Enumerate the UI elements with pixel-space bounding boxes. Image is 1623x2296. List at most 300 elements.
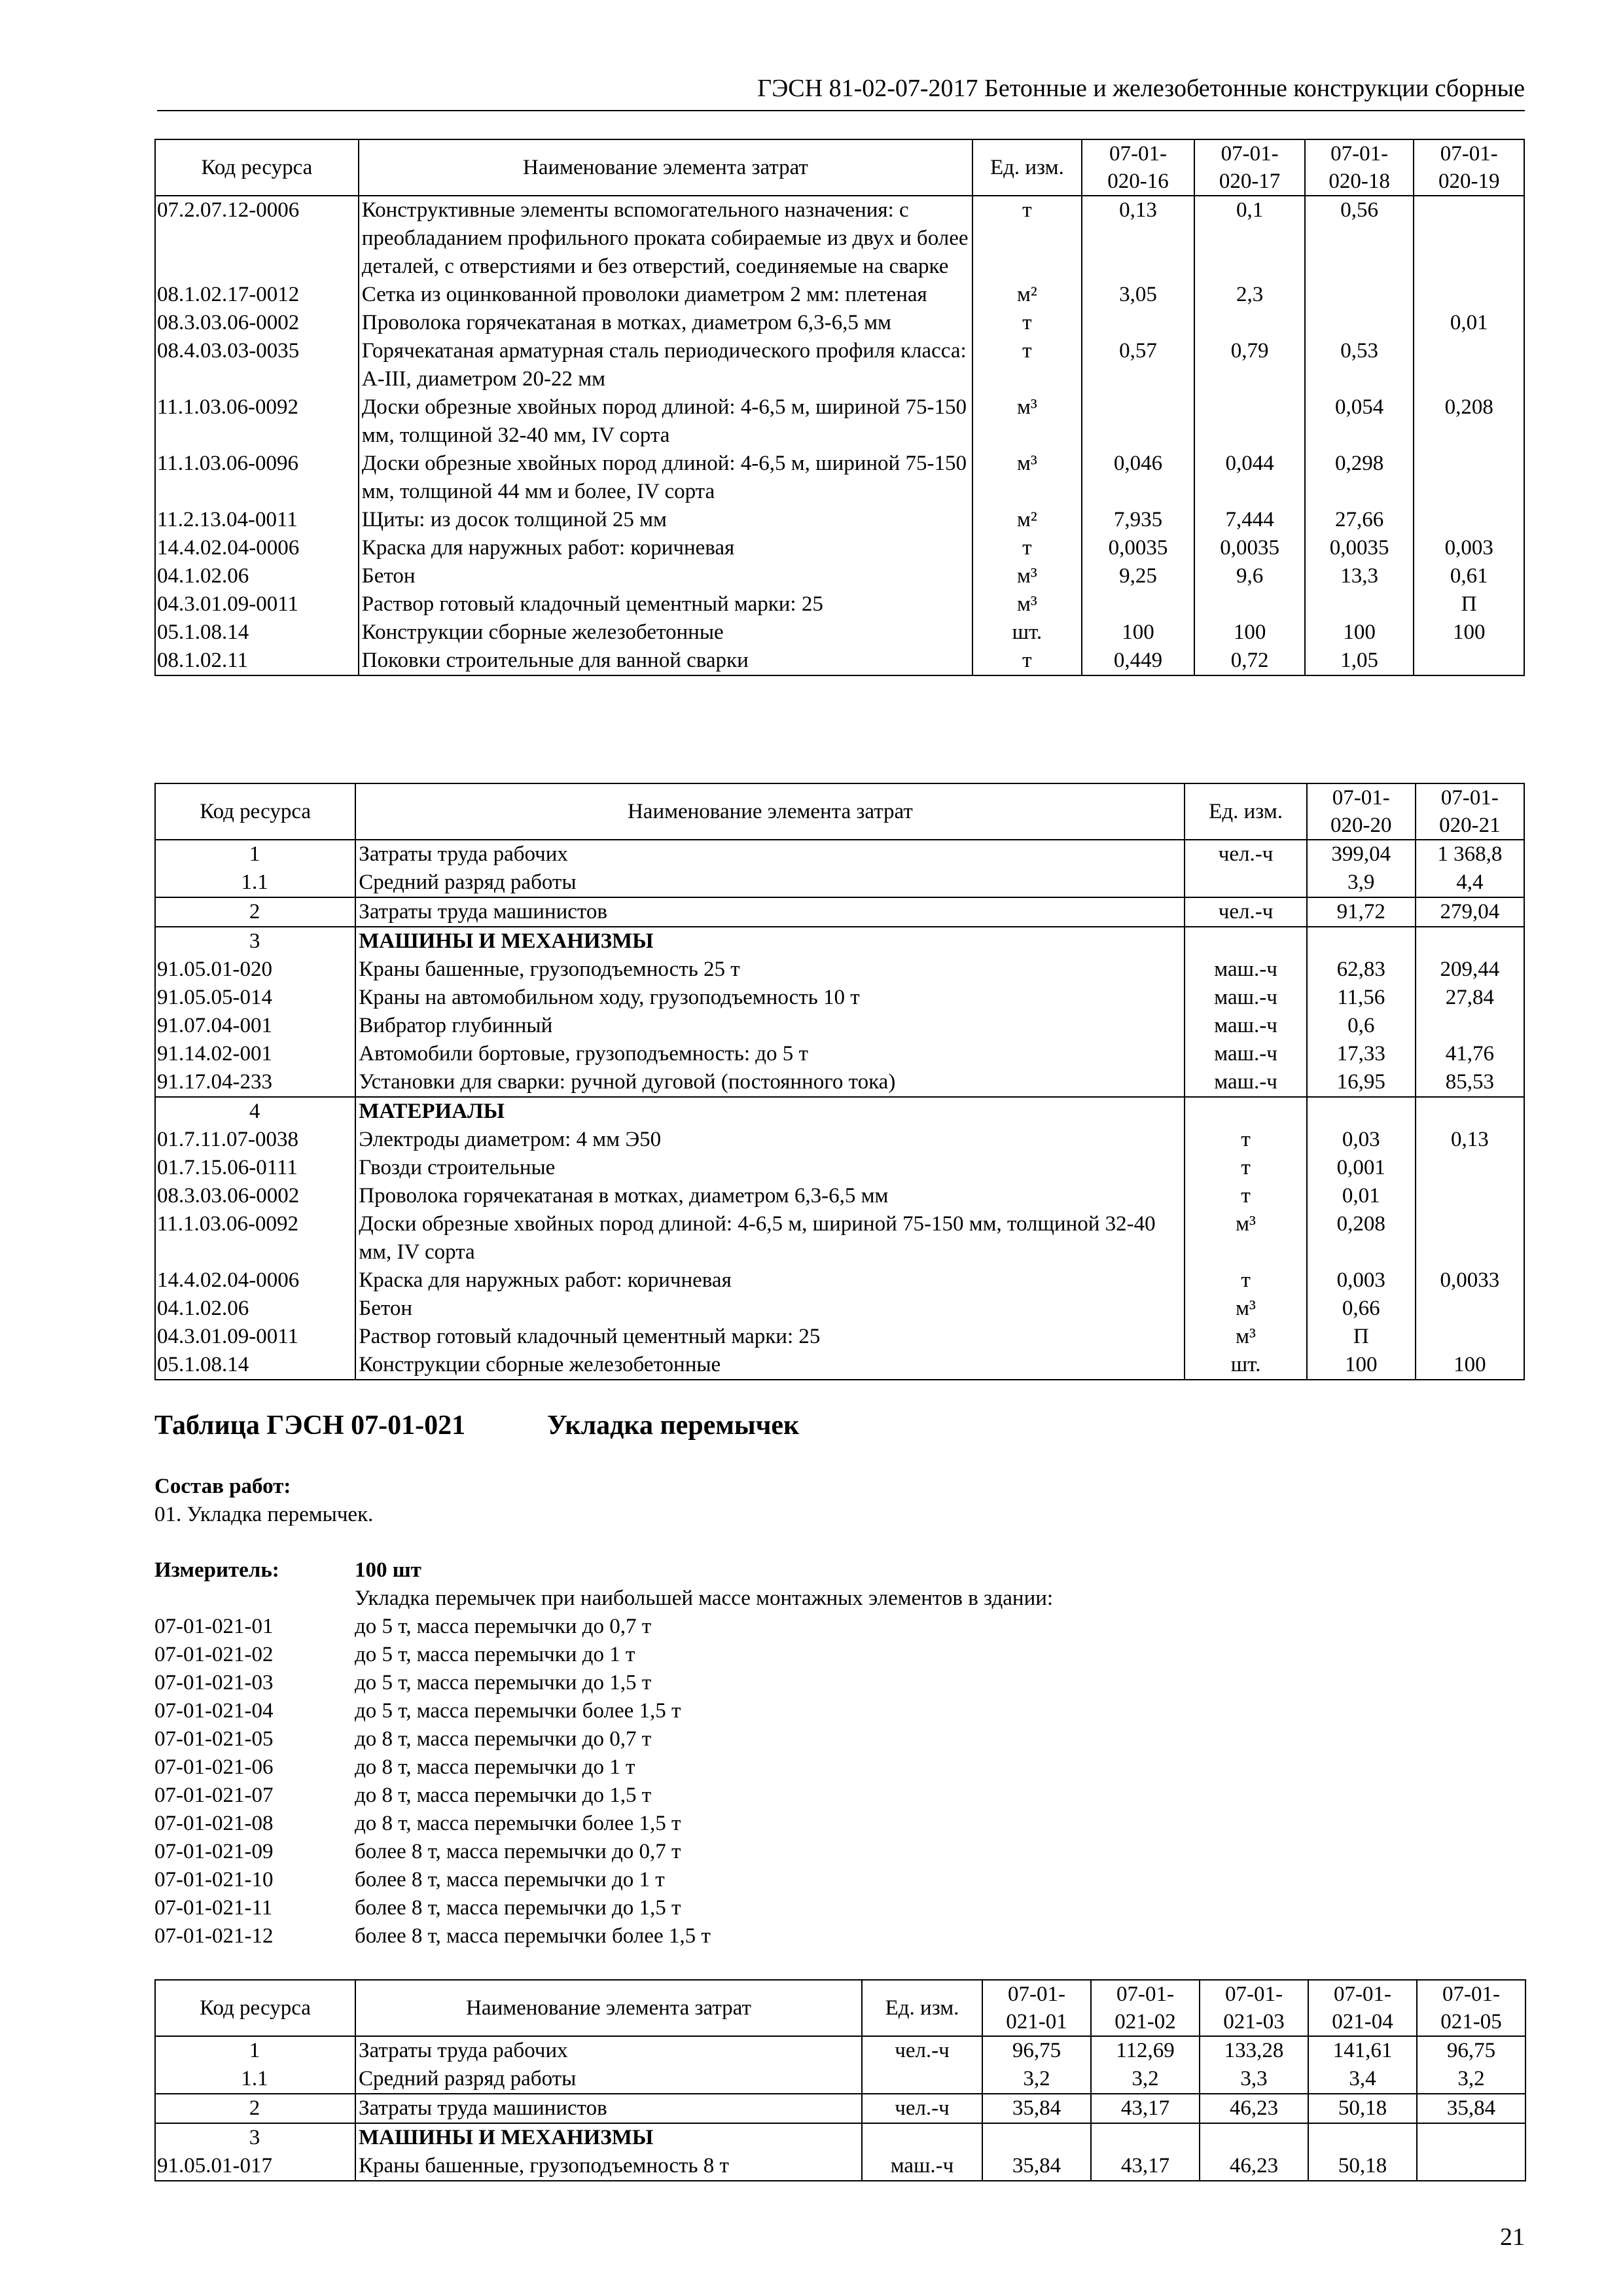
column-header: 07-01- 020-21 (1416, 783, 1524, 840)
norm-value (1414, 337, 1524, 393)
cost-element-name: Установки для сварки: ручной дуговой (постоянного тока) (355, 1068, 1185, 1097)
cost-element-name: Бетон (359, 562, 972, 590)
resource-code: 91.05.05-014 (155, 984, 355, 1012)
table-name: Укладка перемычек (547, 1410, 800, 1441)
norm-value (1308, 2123, 1417, 2152)
table-row (155, 2065, 1525, 2094)
column-header: Код ресурса (155, 783, 355, 840)
norm-value (1416, 927, 1524, 956)
norm-value: 399,04 (1307, 840, 1416, 869)
column-header: 07-01- 021-04 (1308, 1980, 1417, 2036)
unit-of-measure: м³ (972, 450, 1082, 506)
norm-value: 16,95 (1307, 1068, 1416, 1097)
work-item-code: 07-01-021-04 (154, 1699, 274, 1723)
norm-value: 62,83 (1307, 956, 1416, 984)
unit-of-measure: маш.-ч (1185, 984, 1306, 1012)
work-item (154, 1922, 1398, 1950)
table-row (155, 869, 1524, 897)
cost-element-name: Конструкции сборные железобетонные (359, 619, 972, 647)
table-header-row (155, 139, 1524, 196)
column-header: Наименование элемента затрат (355, 1980, 862, 2036)
norm-value: 0,208 (1414, 393, 1524, 450)
work-item (154, 1894, 1398, 1922)
norm-value: 0,6 (1307, 1012, 1416, 1040)
norm-value: 0,72 (1194, 647, 1305, 675)
cost-element-name: МАШИНЫ И МЕХАНИЗМЫ (355, 927, 1185, 956)
cost-element-name: Затраты труда рабочих (355, 2036, 862, 2065)
table-row (155, 590, 1524, 619)
work-item-text: более 8 т, масса перемычки более 1,5 т (355, 1924, 711, 1948)
norm-value (1416, 1323, 1524, 1351)
unit-of-measure: м³ (972, 393, 1082, 450)
cost-element-name: Щиты: из досок толщиной 25 мм (359, 506, 972, 534)
measure-intro-row (154, 1585, 1398, 1613)
table-row (155, 897, 1524, 927)
column-header: 07-01- 020-19 (1414, 139, 1524, 196)
page-header (157, 73, 1525, 111)
resource-code: 91.17.04-233 (155, 1068, 355, 1097)
table-row (155, 393, 1524, 450)
column-header: Наименование элемента затрат (359, 139, 972, 196)
norm-value: 13,3 (1305, 562, 1414, 590)
unit-of-measure: шт. (1185, 1351, 1306, 1380)
resource-code: 1.1 (155, 869, 355, 897)
table-row (155, 1012, 1524, 1040)
work-item (154, 1753, 1398, 1782)
norm-value (1194, 590, 1305, 619)
cost-element-name: Раствор готовый кладочный цементный марки: 25 (359, 590, 972, 619)
unit-of-measure: маш.-ч (862, 2152, 982, 2181)
norm-value: 0,0035 (1082, 534, 1195, 562)
work-item-code: 07-01-021-11 (154, 1896, 273, 1920)
work-item (154, 1669, 1398, 1697)
work-item-text: до 8 т, масса перемычки до 0,7 т (355, 1727, 652, 1751)
norm-value: 43,17 (1091, 2152, 1200, 2181)
norm-value: 0,046 (1082, 450, 1195, 506)
norm-value: 0,79 (1194, 337, 1305, 393)
norm-value (1416, 1182, 1524, 1210)
work-item-code: 07-01-021-03 (154, 1671, 274, 1695)
resource-code: 08.1.02.17-0012 (155, 281, 359, 309)
resource-code: 04.3.01.09-0011 (155, 590, 359, 619)
cost-element-name: Доски обрезные хвойных пород длиной: 4-6,5 м, шириной 75-150 мм, толщиной 44 мм и более, IV сорта (359, 450, 972, 506)
norm-value: 100 (1194, 619, 1305, 647)
norm-value: 100 (1082, 619, 1195, 647)
work-item-text: более 8 т, масса перемычки до 0,7 т (355, 1840, 681, 1863)
norm-value: 141,61 (1308, 2036, 1417, 2065)
unit-of-measure (862, 2123, 982, 2152)
cost-element-name: Вибратор глубинный (355, 1012, 1185, 1040)
norm-value: 0,13 (1082, 196, 1195, 281)
norm-value: 279,04 (1416, 897, 1524, 927)
column-header: Ед. изм. (972, 139, 1082, 196)
norm-value (1417, 2152, 1525, 2181)
unit-of-measure: т (1185, 1182, 1306, 1210)
table-row (155, 337, 1524, 393)
resource-code: 11.1.03.06-0092 (155, 1210, 355, 1266)
work-item (154, 1782, 1398, 1810)
column-header: 07-01- 021-02 (1091, 1980, 1200, 2036)
table-row (155, 2036, 1525, 2065)
norm-value (1200, 2123, 1308, 2152)
norm-value (1307, 927, 1416, 956)
table-title (154, 1410, 799, 1441)
unit-of-measure: м³ (972, 590, 1082, 619)
cost-element-name: Конструкции сборные железобетонные (355, 1351, 1185, 1380)
norm-value: 7,935 (1082, 506, 1195, 534)
work-item-text: до 5 т, масса перемычки более 1,5 т (355, 1699, 681, 1723)
norm-value (1416, 1012, 1524, 1040)
norm-value: 3,9 (1307, 869, 1416, 897)
work-item-text: более 8 т, масса перемычки до 1 т (355, 1868, 665, 1892)
norm-value: П (1307, 1323, 1416, 1351)
cost-element-name: Краска для наружных работ: коричневая (359, 534, 972, 562)
norm-value: 2,3 (1194, 281, 1305, 309)
norm-value: 0,13 (1416, 1126, 1524, 1154)
cost-element-name: Доски обрезные хвойных пород длиной: 4-6,5 м, шириной 75-150 мм, толщиной 32-40 мм, IV сорта (359, 393, 972, 450)
norm-value: 96,75 (1417, 2036, 1525, 2065)
norm-value: П (1414, 590, 1524, 619)
cost-element-name: МАТЕРИАЛЫ (355, 1097, 1185, 1126)
norm-value: 0,01 (1414, 309, 1524, 337)
unit-of-measure: шт. (972, 619, 1082, 647)
norm-value: 46,23 (1200, 2152, 1308, 2181)
norm-value: 41,76 (1416, 1040, 1524, 1068)
unit-of-measure: т (1185, 1126, 1306, 1154)
resource-code: 08.1.02.11 (155, 647, 359, 675)
column-header: 07-01- 020-16 (1082, 139, 1195, 196)
cost-element-name: Затраты труда машинистов (355, 2094, 862, 2123)
cost-element-name: Краска для наружных работ: коричневая (355, 1266, 1185, 1295)
resource-code: 04.3.01.09-0011 (155, 1323, 355, 1351)
column-header: 07-01- 021-03 (1200, 1980, 1308, 2036)
unit-of-measure: т (1185, 1266, 1306, 1295)
cost-element-name: Раствор готовый кладочный цементный марки: 25 (355, 1323, 1185, 1351)
cost-element-name: Краны на автомобильном ходу, грузоподъемность 10 т (355, 984, 1185, 1012)
work-item-text: до 8 т, масса перемычки более 1,5 т (355, 1812, 681, 1835)
work-item-code: 07-01-021-05 (154, 1727, 274, 1751)
norm-value: 50,18 (1308, 2094, 1417, 2123)
table-row (155, 1323, 1524, 1351)
work-item-code: 07-01-021-09 (154, 1840, 274, 1863)
column-header: Ед. изм. (1185, 783, 1306, 840)
norm-value: 0,0035 (1305, 534, 1414, 562)
norm-value (1414, 647, 1524, 675)
unit-of-measure: т (1185, 1154, 1306, 1182)
norm-value (1414, 450, 1524, 506)
norm-value: 100 (1305, 619, 1414, 647)
unit-of-measure: м³ (972, 562, 1082, 590)
norm-value: 27,84 (1416, 984, 1524, 1012)
work-item (154, 1641, 1398, 1669)
unit-of-measure: т (972, 309, 1082, 337)
norm-value: 0,449 (1082, 647, 1195, 675)
unit-of-measure (1185, 927, 1306, 956)
column-header: 07-01- 021-01 (982, 1980, 1091, 2036)
unit-of-measure: м² (972, 281, 1082, 309)
unit-of-measure: чел.-ч (862, 2094, 982, 2123)
table-row (155, 309, 1524, 337)
norm-value: 9,25 (1082, 562, 1195, 590)
norm-value: 35,84 (982, 2094, 1091, 2123)
norm-value: 3,2 (982, 2065, 1091, 2094)
table-row (155, 1126, 1524, 1154)
resource-table-020-16-19 (154, 139, 1525, 676)
table-row (155, 984, 1524, 1012)
column-header: 07-01- 020-18 (1305, 139, 1414, 196)
work-item-code: 07-01-021-08 (154, 1812, 274, 1835)
norm-value (1082, 309, 1195, 337)
unit-of-measure: т (972, 647, 1082, 675)
resource-code: 2 (155, 897, 355, 927)
norm-value (1194, 393, 1305, 450)
unit-of-measure: м³ (1185, 1210, 1306, 1266)
cost-element-name: Затраты труда машинистов (355, 897, 1185, 927)
cost-element-name: Краны башенные, грузоподъемность 8 т (355, 2152, 862, 2181)
resource-code: 14.4.02.04-0006 (155, 1266, 355, 1295)
norm-value: 0,054 (1305, 393, 1414, 450)
resource-code: 04.1.02.06 (155, 562, 359, 590)
unit-of-measure: чел.-ч (862, 2036, 982, 2065)
norm-value: 112,69 (1091, 2036, 1200, 2065)
cost-element-name: Конструктивные элементы вспомогательного назначения: с преобладанием профильного проката собираемые из двух и более деталей, с отверстиями и без отверстий, соединяемые на сварке (359, 196, 972, 281)
resource-code: 4 (155, 1097, 355, 1126)
unit-of-measure: т (972, 337, 1082, 393)
norm-value (1091, 2123, 1200, 2152)
measure-label: Измеритель: (154, 1558, 279, 1582)
norm-value: 7,444 (1194, 506, 1305, 534)
table-row (155, 1097, 1524, 1126)
cost-element-name: Бетон (355, 1295, 1185, 1323)
table-row (155, 840, 1524, 869)
table-row (155, 450, 1524, 506)
table-row (155, 1040, 1524, 1068)
table-header-row (155, 1980, 1525, 2036)
norm-value (1416, 1097, 1524, 1126)
work-item-code: 07-01-021-06 (154, 1755, 274, 1779)
unit-of-measure: маш.-ч (1185, 1068, 1306, 1097)
resource-code: 07.2.07.12-0006 (155, 196, 359, 281)
resource-code: 1 (155, 2036, 355, 2065)
column-header: Код ресурса (155, 1980, 355, 2036)
unit-of-measure: м² (972, 506, 1082, 534)
table-row (155, 534, 1524, 562)
norm-value: 96,75 (982, 2036, 1091, 2065)
column-header: 07-01- 021-05 (1417, 1980, 1525, 2036)
resource-code: 14.4.02.04-0006 (155, 534, 359, 562)
norm-value (1417, 2123, 1525, 2152)
composition-label: Состав работ: (154, 1475, 291, 1498)
resource-code: 08.4.03.03-0035 (155, 337, 359, 393)
resource-table-020-20-21 (154, 783, 1525, 1380)
norm-value: 3,4 (1308, 2065, 1417, 2094)
unit-of-measure (1185, 869, 1306, 897)
document-title: ГЭСН 81-02-07-2017 Бетонные и железобетонные конструкции сборные (757, 75, 1525, 102)
unit-of-measure (1185, 1097, 1306, 1126)
norm-value (1082, 393, 1195, 450)
measure-intro: Укладка перемычек при наибольшей массе монтажных элементов в здании: (355, 1587, 1054, 1610)
resource-code: 91.14.02-001 (155, 1040, 355, 1068)
unit-of-measure: т (972, 196, 1082, 281)
norm-value (1416, 1154, 1524, 1182)
norm-value (982, 2123, 1091, 2152)
work-item-text: до 5 т, масса перемычки до 1 т (355, 1643, 635, 1666)
norm-value: 0,1 (1194, 196, 1305, 281)
norm-value: 1,05 (1305, 647, 1414, 675)
work-item (154, 1810, 1398, 1838)
cost-element-name: Средний разряд работы (355, 869, 1185, 897)
norm-value: 35,84 (1417, 2094, 1525, 2123)
norm-value: 11,56 (1307, 984, 1416, 1012)
norm-value (1305, 590, 1414, 619)
cost-element-name: Затраты труда рабочих (355, 840, 1185, 869)
norm-value: 3,2 (1417, 2065, 1525, 2094)
norm-value: 0,56 (1305, 196, 1414, 281)
norm-value (1416, 1210, 1524, 1266)
norm-value: 0,03 (1307, 1126, 1416, 1154)
cost-element-name: МАШИНЫ И МЕХАНИЗМЫ (355, 2123, 862, 2152)
resource-code: 08.3.03.06-0002 (155, 309, 359, 337)
norm-value: 85,53 (1416, 1068, 1524, 1097)
resource-code: 05.1.08.14 (155, 619, 359, 647)
work-item-code: 07-01-021-07 (154, 1784, 274, 1807)
unit-of-measure: м³ (1185, 1323, 1306, 1351)
norm-value: 0,044 (1194, 450, 1305, 506)
norm-value: 91,72 (1307, 897, 1416, 927)
table-row (155, 956, 1524, 984)
norm-value (1082, 590, 1195, 619)
cost-element-name: Краны башенные, грузоподъемность 25 т (355, 956, 1185, 984)
column-header: Код ресурса (155, 139, 359, 196)
resource-code: 1.1 (155, 2065, 355, 2094)
norm-value: 133,28 (1200, 2036, 1308, 2065)
table-row (155, 619, 1524, 647)
norm-value: 0,01 (1307, 1182, 1416, 1210)
norm-value: 0,0033 (1416, 1266, 1524, 1295)
resource-code: 11.1.03.06-0096 (155, 450, 359, 506)
resource-code: 08.3.03.06-0002 (155, 1182, 355, 1210)
work-item (154, 1697, 1398, 1725)
table-row (155, 1154, 1524, 1182)
unit-of-measure: маш.-ч (1185, 1012, 1306, 1040)
page-number: 21 (1500, 2223, 1525, 2251)
norm-value (1305, 309, 1414, 337)
unit-of-measure (862, 2065, 982, 2094)
norm-value (1307, 1097, 1416, 1126)
table-row (155, 1351, 1524, 1380)
norm-value (1414, 506, 1524, 534)
cost-element-name: Доски обрезные хвойных пород длиной: 4-6,5 м, шириной 75-150 мм, толщиной 32-40 мм, IV сорта (355, 1210, 1185, 1266)
resource-code: 05.1.08.14 (155, 1351, 355, 1380)
resource-code: 3 (155, 2123, 355, 2152)
table-row (155, 1068, 1524, 1097)
column-header: Наименование элемента затрат (355, 783, 1185, 840)
norm-value: 0,298 (1305, 450, 1414, 506)
table-row (155, 281, 1524, 309)
norm-value: 3,2 (1091, 2065, 1200, 2094)
unit-of-measure: т (972, 534, 1082, 562)
resource-code: 01.7.15.06-0111 (155, 1154, 355, 1182)
unit-of-measure: м³ (1185, 1295, 1306, 1323)
cost-element-name: Проволока горячекатаная в мотках, диаметром 6,3-6,5 мм (355, 1182, 1185, 1210)
work-item-text: до 8 т, масса перемычки до 1,5 т (355, 1784, 652, 1807)
table-row (155, 927, 1524, 956)
work-item-code: 07-01-021-12 (154, 1924, 274, 1948)
norm-value: 0,003 (1307, 1266, 1416, 1295)
table-number: Таблица ГЭСН 07-01-021 (154, 1410, 466, 1441)
table-row (155, 1182, 1524, 1210)
work-composition (154, 1473, 373, 1529)
norm-value: 0,66 (1307, 1295, 1416, 1323)
work-item-text: до 5 т, масса перемычки до 0,7 т (355, 1615, 652, 1638)
work-item-text: до 5 т, масса перемычки до 1,5 т (355, 1671, 652, 1695)
norm-value: 46,23 (1200, 2094, 1308, 2123)
norm-value: 100 (1414, 619, 1524, 647)
cost-element-name: Средний разряд работы (355, 2065, 862, 2094)
norm-value: 0,57 (1082, 337, 1195, 393)
norm-value: 0,208 (1307, 1210, 1416, 1266)
norm-value: 209,44 (1416, 956, 1524, 984)
norm-value (1416, 1295, 1524, 1323)
work-item-text: более 8 т, масса перемычки до 1,5 т (355, 1896, 681, 1920)
table-row (155, 1266, 1524, 1295)
unit-of-measure: чел.-ч (1185, 840, 1306, 869)
column-header: Ед. изм. (862, 1980, 982, 2036)
norm-value (1414, 196, 1524, 281)
column-header: 07-01- 020-17 (1194, 139, 1305, 196)
norm-value: 0,61 (1414, 562, 1524, 590)
table-row (155, 562, 1524, 590)
resource-code: 91.05.01-020 (155, 956, 355, 984)
resource-code: 04.1.02.06 (155, 1295, 355, 1323)
norm-value: 0,001 (1307, 1154, 1416, 1182)
norm-value: 17,33 (1307, 1040, 1416, 1068)
work-item-code: 07-01-021-02 (154, 1643, 274, 1666)
norm-value (1305, 281, 1414, 309)
resource-code: 11.2.13.04-0011 (155, 506, 359, 534)
norm-value: 9,6 (1194, 562, 1305, 590)
table-row (155, 2094, 1525, 2123)
table-row (155, 1210, 1524, 1266)
table-row (155, 196, 1524, 281)
measure-row (154, 1556, 1398, 1585)
table-row (155, 506, 1524, 534)
norm-value: 43,17 (1091, 2094, 1200, 2123)
composition-item: 01. Укладка перемычек. (154, 1503, 374, 1526)
resource-code: 3 (155, 927, 355, 956)
resource-code: 91.05.01-017 (155, 2152, 355, 2181)
norm-value: 4,4 (1416, 869, 1524, 897)
table-row (155, 2123, 1525, 2152)
norm-value: 1 368,8 (1416, 840, 1524, 869)
cost-element-name: Электроды диаметром: 4 мм Э50 (355, 1126, 1185, 1154)
table-row (155, 647, 1524, 675)
measure-value: 100 шт (355, 1558, 421, 1582)
cost-element-name: Автомобили бортовые, грузоподъемность: до 5 т (355, 1040, 1185, 1068)
resource-code: 01.7.11.07-0038 (155, 1126, 355, 1154)
column-header: 07-01- 020-20 (1307, 783, 1416, 840)
norm-value: 100 (1307, 1351, 1416, 1380)
resource-code: 2 (155, 2094, 355, 2123)
work-item (154, 1838, 1398, 1866)
norm-value: 3,3 (1200, 2065, 1308, 2094)
norm-value: 0,003 (1414, 534, 1524, 562)
norm-value: 0,53 (1305, 337, 1414, 393)
norm-value: 3,05 (1082, 281, 1195, 309)
table-row (155, 1295, 1524, 1323)
work-item-text: до 8 т, масса перемычки до 1 т (355, 1755, 635, 1779)
cost-element-name: Горячекатаная арматурная сталь периодического профиля класса: А-III, диаметром 20-22 мм (359, 337, 972, 393)
